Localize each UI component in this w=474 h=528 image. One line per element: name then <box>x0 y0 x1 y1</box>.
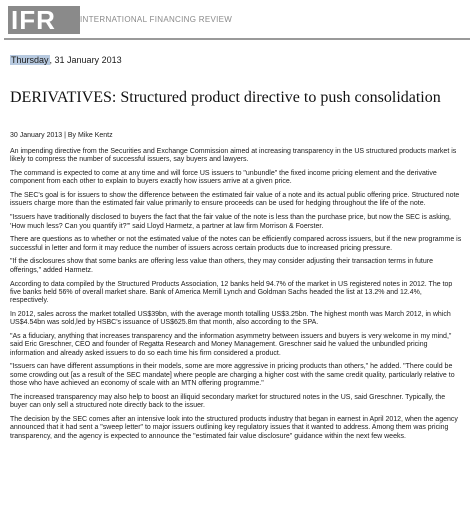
article-paragraph: The increased transparency may also help to boost an illiquid secondary market for structured notes in the US, said Greschner. Typically, the buyer can only sell a structured note directly back to the issuer. <box>10 393 446 410</box>
article-paragraph: According to data compiled by the Structured Products Association, 12 banks held 94.7% of the market in US registered notes in 2012. The top five banks held 56% of overall market share. Bank of America Merrill Lynch and Goldman Sachs headed the list at 13.2% and 12.4%, respectively. <box>10 280 453 305</box>
article-paragraph: An impending directive from the Securities and Exchange Commission aimed at increasing transparency in the US structured products market is likely to compress the number of successful issuers, say buyers and lawyers. <box>10 148 457 164</box>
article-paragraph: The decision by the SEC comes after an intensive look into the structured products industry that began in earnest in April 2012, when the agency announced that it had sent a "sweep letter" to major issuers outlining key regulatory issues that it wanted to address. Among them was pricing transparency, and the agency is expected to announce the "estimated fair value disclosure" guidance within the next few weeks. <box>10 415 458 440</box>
article-paragraph: The command is expected to come at any time and will force US issuers to "unbundle" the fixed income pricing element and the derivative component from each other to explain to buyers exactly how issuers arrive at a given price. <box>10 170 437 186</box>
masthead-subtitle: INTERNATIONAL FINANCING REVIEW <box>80 15 233 24</box>
ifr-logo: IFR <box>8 6 80 34</box>
article-byline: 30 January 2013 | By Mike Kentz <box>10 132 113 139</box>
dateline-weekday: Thursday <box>11 55 49 65</box>
article-paragraph: The SEC's goal is for issuers to show the difference between the estimated fair value of a note and its actual public offering price. Structured note issuers charge more than the estimated fair value primarily to ensure proceeds can be used for hedging throughout the life of the note. <box>10 192 460 208</box>
dateline-date: , 31 January 2013 <box>49 55 122 65</box>
article-paragraph: "Issuers have traditionally disclosed to buyers the fact that the fair value of the note is less than the purchase price, but now the SEC is asking, 'How much less? Can you quantify it?'" said Lloyd Harmetz, a partner at law firm Morrison & Foerster. <box>10 214 452 230</box>
masthead-divider <box>4 38 470 40</box>
masthead <box>0 0 474 46</box>
article-paragraph: "As a fiduciary, anything that increases transparency and the information asymmetry between issuers and buyers is very welcome in my mind," said Eric Greschner, CEO and founder of Regatta Research and Money Management. Greschner said he valued the unbundled pricing information and already asked issuers to do so each time his firm considered a product. <box>10 333 452 357</box>
dateline <box>10 54 122 66</box>
article-paragraph: In 2012, sales across the market totalled US$39bn, with the average month totalling US$3.25bn. The highest month was March 2012, in which US$4.54bn was sold,led by HSBC's issuance of US$625.8m that month, also according to the SPA. <box>10 310 451 327</box>
article-paragraph: "Issuers can have different assumptions in their models, some are more aggressive in pricing products than others," he added. "There could be some crowding out [as a result of the SEC mandate] where people are charging a higher cost with the same credit quality, particularly relative to those who have achieved an economy of scale with an MTN offering programme." <box>10 363 455 388</box>
article-paragraph: There are questions as to whether or not the estimated value of the notes can be efficiently compared across issuers, but if the new programme is successful in letter and form it may reduce the number of issuers across certain products due to increased pricing pressure. <box>10 236 462 252</box>
article-headline: DERIVATIVES: Structured product directive to push consolidation <box>10 89 441 106</box>
article-paragraph: "If the disclosures show that some banks are offering less value than others, they may consider adjusting their transaction terms in future offerings," added Harmetz. <box>10 258 433 274</box>
article-body <box>10 148 462 446</box>
